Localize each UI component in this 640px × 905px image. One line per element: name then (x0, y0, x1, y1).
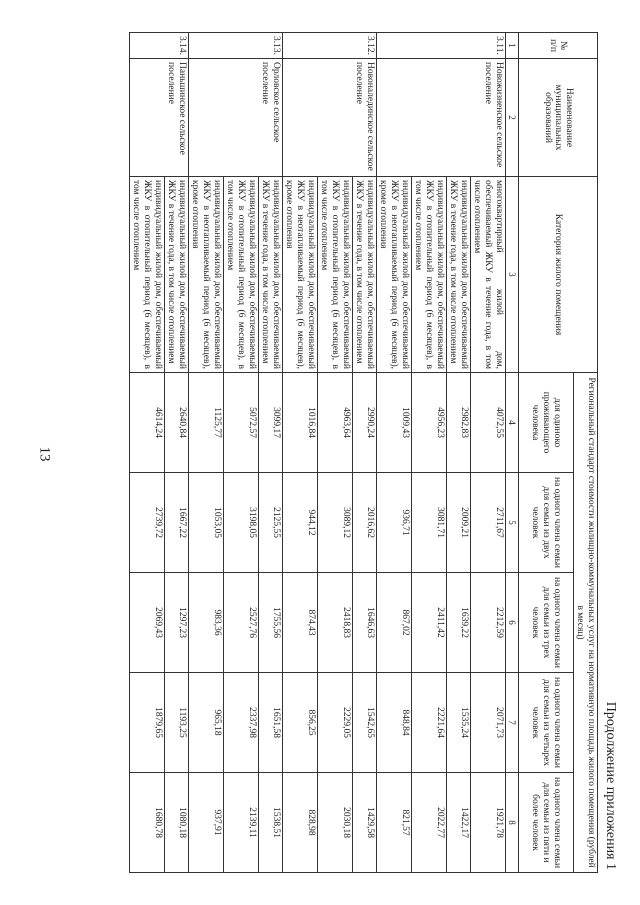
cost-value: 1646,63 (352, 573, 376, 673)
cost-value: 2016,62 (352, 473, 376, 573)
cost-value: 2337,98 (223, 673, 258, 773)
housing-category: индивидуальный жилой дом, обеспечиваемый ЖКУ в течение года, в том числе отоплением (258, 177, 282, 373)
cost-value: 2711,67 (470, 473, 505, 573)
column-numbers-row (505, 33, 518, 873)
header-sub-2: на одного члена семьи для семьи из двух человек (518, 473, 573, 573)
row-number: 3.12. (282, 33, 376, 59)
header-sub-1: для одиноко проживающего человека (518, 373, 573, 473)
table-row (258, 33, 282, 873)
cost-value: 821,57 (376, 773, 411, 873)
housing-category: индивидуальный жилой дом, обеспечиваемый ЖКУ в течение года, в том числе отоплением (164, 177, 188, 373)
cost-value: 2212,59 (470, 573, 505, 673)
header-group: Региональный стандарт стоимости жилищно-коммунальных услуг на нормативную площадь жилого помещения (рублей в месяц) (573, 373, 597, 873)
row-number: 3.14. (129, 33, 188, 59)
cost-value: 2739,72 (129, 473, 164, 573)
cost-value: 1921,78 (470, 773, 505, 873)
table-header (505, 33, 597, 873)
cost-value: 1680,78 (129, 773, 164, 873)
page-number: 13 (36, 446, 53, 462)
cost-value: 983,36 (188, 573, 223, 673)
cost-value: 1009,43 (376, 373, 411, 473)
housing-category: индивидуальный жилой дом, обеспечиваемый ЖКУ в отопительный период (6 месяцев), в том числе отоплением (317, 177, 352, 373)
cost-value: 2030,18 (317, 773, 352, 873)
municipality-name: Орловское сельское поселение (188, 59, 282, 177)
cost-value: 3089,12 (317, 473, 352, 573)
cost-value: 2229,05 (317, 673, 352, 773)
col-number: 2 (505, 59, 518, 177)
cost-value: 874,43 (282, 573, 317, 673)
col-number: 1 (505, 33, 518, 59)
cost-value: 1193,25 (164, 673, 188, 773)
housing-category: индивидуальный жилой дом, обеспечиваемый ЖКУ в течение года, в том числе отоплением (352, 177, 376, 373)
header-name: Наименование муниципальных образований (518, 59, 597, 177)
housing-category: индивидуальный жилой дом, обеспечиваемый ЖКУ в отопительный период (6 месяцев), в том числе отоплением (223, 177, 258, 373)
cost-value: 965,18 (188, 673, 223, 773)
cost-value: 2125,55 (258, 473, 282, 573)
header-sub-4: на одного члена семьи для семьи из четырех человек (518, 673, 573, 773)
housing-category: многоквартирный жилой дом, обеспечиваемый ЖКУ в течение года, в том числе отоплением (470, 177, 505, 373)
cost-value: 1879,65 (129, 673, 164, 773)
cost-value: 2640,84 (164, 373, 188, 473)
cost-value: 2418,83 (317, 573, 352, 673)
cost-value: 937,91 (188, 773, 223, 873)
cost-value: 1053,05 (188, 473, 223, 573)
cost-value: 1639,22 (446, 573, 470, 673)
table-row (164, 33, 188, 873)
cost-value: 4956,23 (411, 373, 446, 473)
col-number: 7 (505, 673, 518, 773)
cost-value: 2221,64 (411, 673, 446, 773)
cost-value: 936,71 (376, 473, 411, 573)
cost-value: 1429,58 (352, 773, 376, 873)
cost-value: 1538,51 (258, 773, 282, 873)
municipality-name: Новожизненское сельское поселение (376, 59, 505, 177)
col-number: 3 (505, 177, 518, 373)
appendix-caption: Продолжение приложения 1 (603, 701, 618, 870)
cost-value: 2982,83 (446, 373, 470, 473)
housing-category: индивидуальный жилой дом, обеспечиваемый ЖКУ в отопительный период (6 месяцев), в том числе отоплением (411, 177, 446, 373)
housing-category: индивидуальный жилой дом, обеспечиваемый ЖКУ в течение года, в том числе отоплением (446, 177, 470, 373)
col-number: 6 (505, 573, 518, 673)
housing-category: индивидуальный жилой дом, обеспечиваемый ЖКУ в неотапливаемый период (6 месяцев), кроме отопления (376, 177, 411, 373)
cost-value: 4614,24 (129, 373, 164, 473)
cost-value: 1667,22 (164, 473, 188, 573)
cost-value: 1422,17 (446, 773, 470, 873)
cost-value: 2527,76 (223, 573, 258, 673)
cost-value: 1651,58 (258, 673, 282, 773)
header-num: № п/п (518, 33, 597, 59)
municipality-name: Новоналединское сельское поселение (282, 59, 376, 177)
cost-value: 2411,42 (411, 573, 446, 673)
cost-value: 1542,65 (352, 673, 376, 773)
cost-value: 1535,24 (446, 673, 470, 773)
housing-category: индивидуальный жилой дом, обеспечиваемый ЖКУ в неотапливаемый период (6 месяцев), кроме отопления (188, 177, 223, 373)
cost-value: 2071,73 (470, 673, 505, 773)
row-number: 3.13. (188, 33, 282, 59)
row-number: 3.11. (376, 33, 505, 59)
cost-value: 1755,56 (258, 573, 282, 673)
cost-value: 2139,11 (223, 773, 258, 873)
header-category: Категория жилого помещения (518, 177, 597, 373)
header-sub-3: на одного члена семьи для семьи из трех человек (518, 573, 573, 673)
cost-value: 1125,77 (188, 373, 223, 473)
cost-value: 4072,55 (470, 373, 505, 473)
col-number: 4 (505, 373, 518, 473)
municipality-name: Паньшинское сельское поселение (129, 59, 188, 177)
cost-value: 828,98 (282, 773, 317, 873)
cost-value: 3198,05 (223, 473, 258, 573)
cost-value: 5072,57 (223, 373, 258, 473)
cost-value: 3081,71 (411, 473, 446, 573)
cost-value: 2022,77 (411, 773, 446, 873)
cost-value: 2009,21 (446, 473, 470, 573)
housing-category: индивидуальный жилой дом, обеспечиваемый ЖКУ в отопительный период (6 месяцев), в том числе отоплением (129, 177, 164, 373)
col-number: 5 (505, 473, 518, 573)
cost-value: 1297,23 (164, 573, 188, 673)
cost-value: 2069,43 (129, 573, 164, 673)
housing-category: индивидуальный жилой дом, обеспечиваемый ЖКУ в неотапливаемый период (6 месяцев), кроме отопления (282, 177, 317, 373)
table-body (129, 33, 505, 873)
header-sub-5: на одного члена семьи для семьи из пяти и более человек (518, 773, 573, 873)
cost-value: 4963,64 (317, 373, 352, 473)
cost-value: 867,02 (376, 573, 411, 673)
table-row (470, 33, 505, 873)
cost-value: 1080,18 (164, 773, 188, 873)
col-number: 8 (505, 773, 518, 873)
cost-value: 2990,24 (352, 373, 376, 473)
cost-value: 1016,84 (282, 373, 317, 473)
cost-value: 944,12 (282, 473, 317, 573)
tariff-table (129, 32, 598, 873)
cost-value: 856,25 (282, 673, 317, 773)
cost-value: 3099,17 (258, 373, 282, 473)
table-row (352, 33, 376, 873)
cost-value: 848,84 (376, 673, 411, 773)
